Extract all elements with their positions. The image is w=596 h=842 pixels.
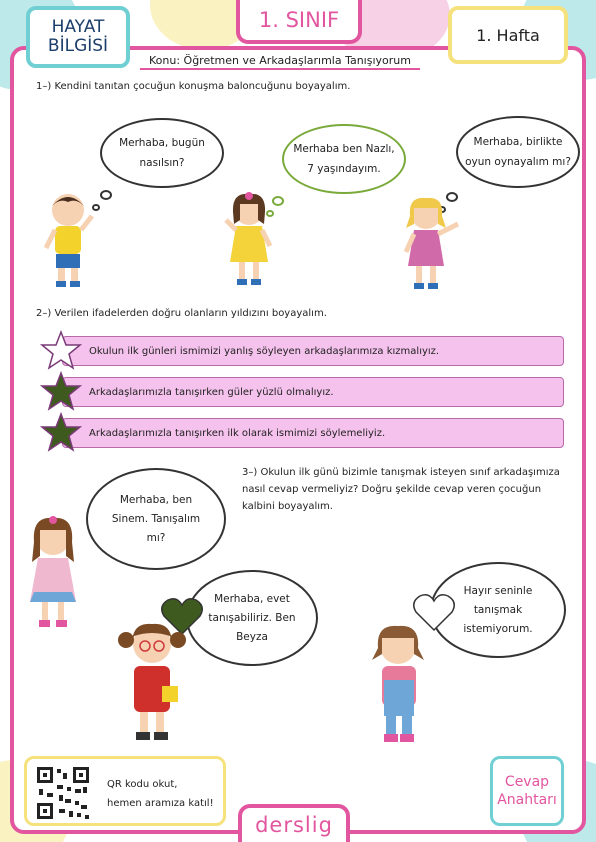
bubble-3-line1: Merhaba, birlikte (473, 136, 563, 148)
girl-pink-illustration (398, 194, 462, 292)
bubble-1-tail (100, 190, 112, 200)
question-3-line3: kalbini boyayalım. (242, 501, 333, 512)
sad-girl-illustration (362, 620, 436, 744)
brand-logo: derslig (238, 804, 350, 842)
answer-2-line1: Hayır seninle (463, 584, 533, 597)
answer-key-button[interactable] (490, 756, 564, 826)
statement-3-text: Arkadaşlarımızla tanışırken ilk olarak ismimizi söylemeliyiz. (89, 427, 386, 439)
star-3-shape (42, 414, 80, 450)
answer-key-line2: Anahtarı (497, 792, 557, 808)
question-1: 1–) Kendini tanıtan çocuğun konuşma baloncuğunu boyayalım. (36, 81, 351, 92)
qr-caption (107, 775, 214, 813)
statement-1-text: Okulun ilk günleri ismimizi yanlış söyleyen arkadaşlarımıza kızmalıyız. (89, 345, 440, 357)
subject-box (26, 6, 130, 68)
question-3-line2: nasıl cevap vermeliyiz? Doğru şekilde cevap veren çocuğun (242, 484, 542, 495)
statement-1 (62, 336, 564, 366)
topic-title: Konu: Öğretmen ve Arkadaşlarımla Tanışıyorum (140, 54, 420, 70)
grade-box (236, 0, 362, 44)
asker-line2: Sinem. Tanışalım (111, 512, 201, 525)
asker-line1: Merhaba, ben (119, 493, 193, 506)
qr-caption-line1: QR kodu okut, (107, 779, 178, 790)
bubble-2-line2: 7 yaşındayım. (307, 163, 381, 175)
boy-illustration (40, 188, 96, 288)
answer-1-line3: Beyza (236, 630, 268, 643)
answer-2-line2: tanışmak (473, 603, 523, 616)
answer-key-line1: Cevap (504, 774, 550, 790)
star-icon-2[interactable] (40, 371, 82, 411)
statement-3 (62, 418, 564, 448)
star-icon-3[interactable] (40, 412, 82, 452)
asker-speech-bubble (86, 468, 226, 570)
speech-bubble-3[interactable] (456, 116, 580, 188)
question-3 (242, 464, 560, 515)
bubble-2-line1: Merhaba ben Nazlı, (293, 143, 395, 155)
star-1-shape (42, 332, 80, 368)
subject-line1: HAYAT (51, 17, 105, 37)
bubble-1-line1: Merhaba, bugün (119, 137, 205, 149)
bubble-3-line2: oyun oynayalım mı? (465, 156, 571, 168)
bubble-1-line2: nasılsın? (139, 157, 185, 169)
subject-line2: BİLGİSİ (47, 36, 109, 56)
answer-1-line1: Merhaba, evet (214, 592, 290, 605)
qr-panel (24, 756, 226, 826)
statement-2-text: Arkadaşlarımızla tanışırken güler yüzlü olmalıyız. (89, 386, 334, 398)
star-icon-1[interactable] (40, 330, 82, 370)
girl-beyza-illustration (116, 616, 188, 742)
speech-bubble-2[interactable] (282, 124, 406, 194)
qr-code[interactable] (35, 765, 91, 821)
week-label: 1. Hafta (476, 25, 540, 45)
girl-nazli-illustration (224, 190, 274, 286)
star-2-shape (42, 373, 80, 409)
girl-sinem-illustration (24, 512, 82, 630)
answer-1-line2: tanışabiliriz. Ben (208, 611, 296, 624)
qr-caption-line2: hemen aramıza katıl! (107, 798, 214, 809)
speech-bubble-1[interactable] (100, 118, 224, 188)
statement-2 (62, 377, 564, 407)
question-2: 2–) Verilen ifadelerden doğru olanların yıldızını boyayalım. (36, 308, 327, 319)
asker-line3: mı? (146, 531, 166, 544)
answer-2-line3: istemiyorum. (463, 622, 533, 635)
answer-1-speech-bubble (186, 570, 318, 666)
grade-label: 1. SINIF (258, 8, 340, 32)
question-3-line1: 3–) Okulun ilk günü bizimle tanışmak isteyen sınıf arkadaşımıza (242, 467, 560, 478)
week-box (448, 6, 568, 64)
